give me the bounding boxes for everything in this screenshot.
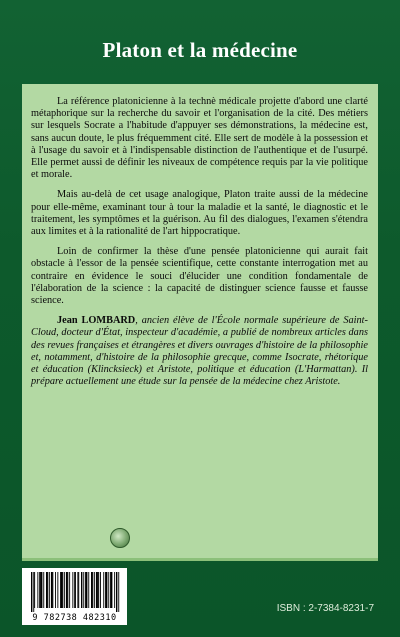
blurb-paragraph-2: Mais au-delà de cet usage analogique, Platon traite aussi de la médecine pour elle-même, examinant tour à tour la maladie et la santé, le diagnostic et le traitement, les symptômes et la guérison. Au fil des dialogues, l'examen s'étendra aux limites et à la rationalité de l'art hippocratique.: [31, 189, 368, 238]
barcode: [22, 568, 127, 625]
blurb-paragraph-3: Loin de confirmer la thèse d'une pensée platonicienne qui aurait fait obstacle à l'essor de la pensée scientifique, cette constante interrogation met au contraire en évidence le souci d'élucider une condition fondamentale de l'élaboration de la science : la capacité de distinguer science fausse et fausse science.: [31, 246, 368, 307]
publisher-seal-icon: [110, 528, 130, 548]
blurb-paragraph-1: La référence platonicienne à la technè médicale projette d'abord une clarté métaphorique sur la recherche du savoir et l'organisation de la cité. Des métiers sur lesquels Socrate a l'habitude d'appuyer ses démonstrations, la médecine est, sans aucun doute, le plus fréquemment cité. Elle sert de modèle à la possession et à l'usage du savoir et à l'indispensable distinction de l'authentique et de l'usurpé. Elle permet aussi de définir les niveaux de compétence requis par la vie politique et morale.: [31, 96, 368, 181]
blurb-panel: [22, 84, 378, 561]
barcode-bars: [30, 572, 120, 612]
author-bio: [31, 315, 368, 388]
barcode-number: 9 782738 482310: [32, 613, 117, 623]
author-bio-text: , ancien élève de l'École normale supérieure de Saint-Cloud, docteur d'État, inspecteur d'académie, a publié de nombreux articles dans des revues françaises et étrangères et divers ouvrages d'histoire de la philosophie et, notamment, d'histoire de la philosophie grecque, comme Isocrate, rhétorique et éducation (Klincksieck) et Aristote, politique et éducation (L'Harmattan). Il prépare actuellement une étude sur la pensée de la médecine chez Aristote.: [31, 315, 368, 388]
author-name: Jean LOMBARD: [57, 315, 136, 327]
isbn-label: ISBN : 2-7384-8231-7: [276, 603, 374, 614]
book-title: Platon et la médecine: [102, 38, 298, 62]
blurb-text: [31, 96, 368, 396]
